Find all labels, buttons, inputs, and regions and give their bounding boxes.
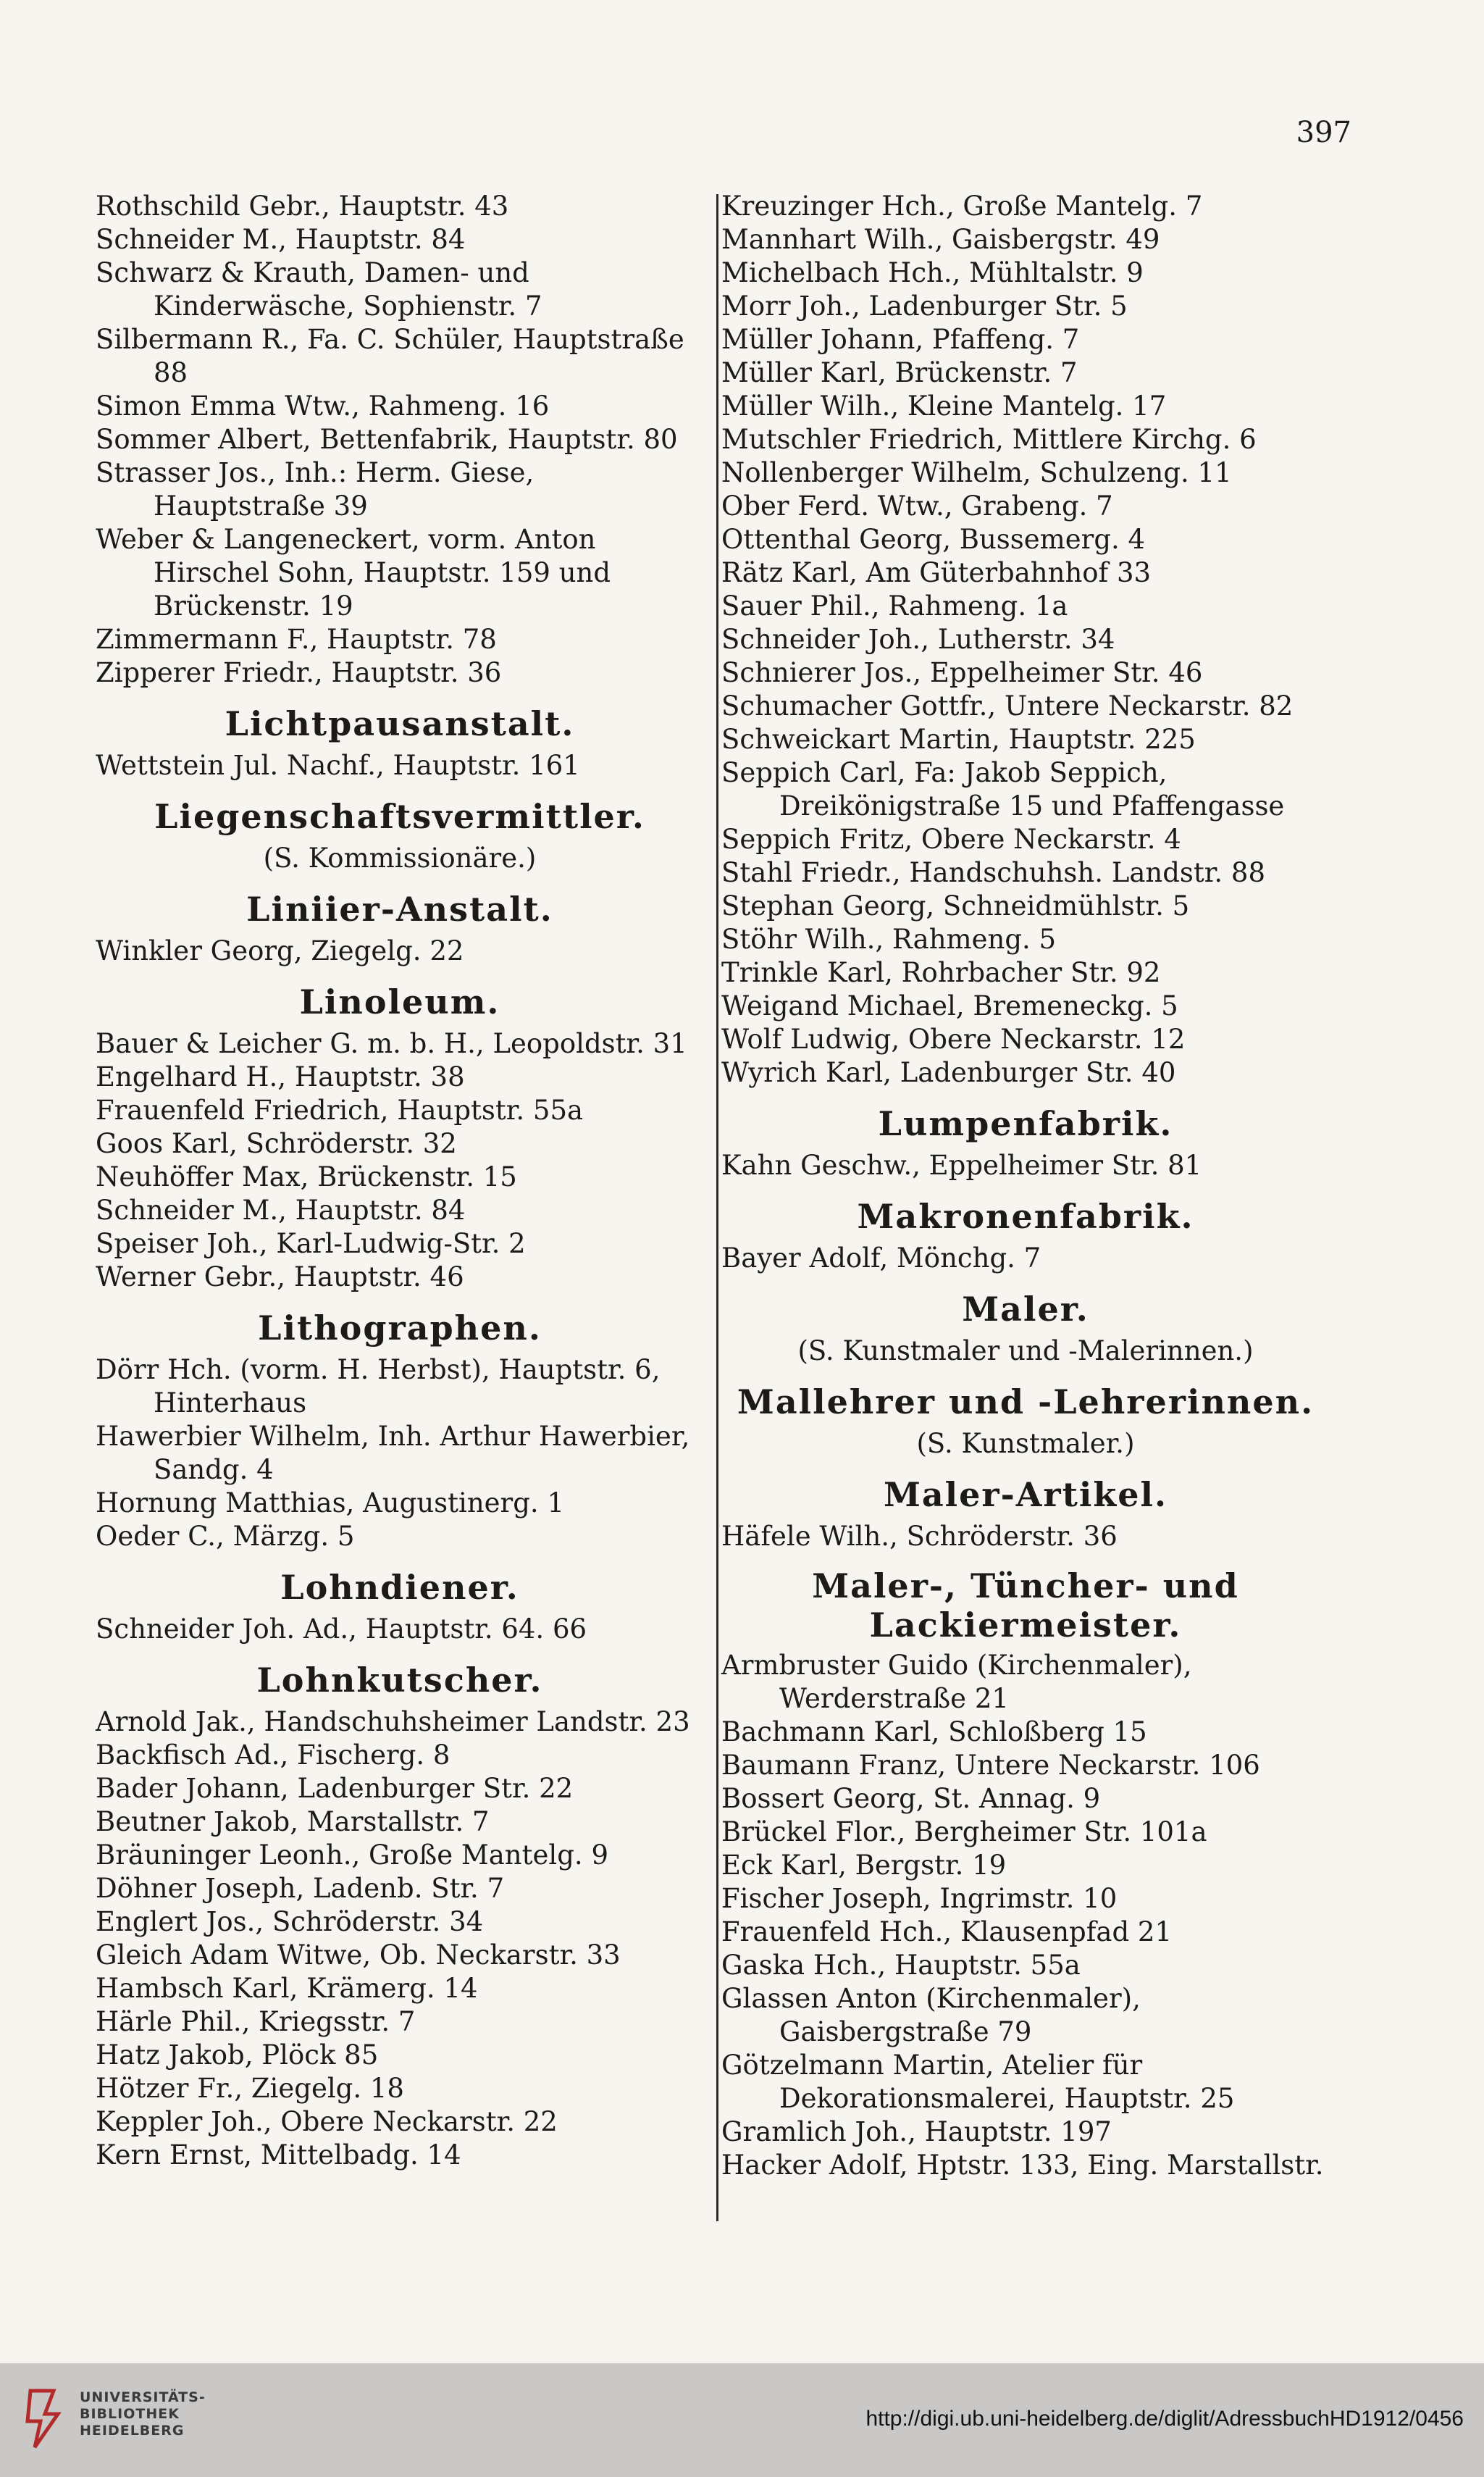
section-heading: Lohnkutscher. xyxy=(256,1661,543,1700)
directory-entry: Schweickart Martin, Hauptstr. 225 xyxy=(721,724,1196,755)
directory-entry: Gramlich Joh., Hauptstr. 197 xyxy=(721,2116,1112,2147)
directory-entry: Döhner Joseph, Ladenb. Str. 7 xyxy=(96,1873,505,1904)
directory-entry: Beutner Jakob, Marstallstr. 7 xyxy=(96,1806,490,1837)
section-heading: Makronenfabrik. xyxy=(857,1197,1194,1236)
directory-section xyxy=(96,190,704,690)
directory-entry: Kreuzinger Hch., Große Mantelg. 7 xyxy=(721,191,1203,222)
directory-entry: Hawerbier Wilhelm, Inh. Arthur Hawerbier, Sandg. 4 xyxy=(96,1421,690,1485)
directory-entry: Ottenthal Georg, Bussemerg. 4 xyxy=(721,524,1146,555)
directory-entry: Wettstein Jul. Nachf., Hauptstr. 161 xyxy=(96,750,580,781)
directory-entry: Müller Wilh., Kleine Mantelg. 17 xyxy=(721,390,1167,422)
directory-entry: Bader Johann, Ladenburger Str. 22 xyxy=(96,1773,574,1804)
logo-line-2: BIBLIOTHEK xyxy=(80,2406,180,2422)
directory-entry: Bossert Georg, St. Annag. 9 xyxy=(721,1783,1101,1814)
directory-entry: Kahn Geschw., Eppelheimer Str. 81 xyxy=(721,1150,1202,1181)
directory-entry: Bauer & Leicher G. m. b. H., Leopoldstr. 31 xyxy=(96,1028,687,1059)
cross-reference-note: (S. Kunstmaler.) xyxy=(916,1428,1135,1459)
directory-entry: Bayer Adolf, Mönchg. 7 xyxy=(721,1242,1041,1274)
directory-section xyxy=(721,1195,1330,1275)
directory-entry: Müller Johann, Pfaffeng. 7 xyxy=(721,324,1080,355)
directory-entry: Silbermann R., Fa. C. Schüler, Hauptstraße 88 xyxy=(96,324,684,388)
section-heading: Liniier-Anstalt. xyxy=(246,890,553,929)
section-heading: Linoleum. xyxy=(299,982,500,1022)
directory-entry: Weber & Langeneckert, vorm. Anton Hirschel Sohn, Hauptstr. 159 und Brückenstr. 19 xyxy=(96,524,611,622)
directory-entry: Hornung Matthias, Augustinerg. 1 xyxy=(96,1487,564,1519)
directory-entry: Gaska Hch., Hauptstr. 55a xyxy=(721,1950,1081,1981)
directory-section xyxy=(721,1103,1330,1182)
directory-entry: Stephan Georg, Schneidmühlstr. 5 xyxy=(721,890,1190,922)
directory-entry: Engelhard H., Hauptstr. 38 xyxy=(96,1061,465,1093)
directory-entry: Dörr Hch. (vorm. H. Herbst), Hauptstr. 6, Hinterhaus xyxy=(96,1354,661,1419)
source-url-link[interactable]: http://digi.ub.uni-heidelberg.de/diglit/AdressbuchHD1912/0456 xyxy=(865,2407,1464,2431)
directory-entry: Weigand Michael, Bremeneckg. 5 xyxy=(721,990,1178,1022)
directory-entry: Arnold Jak., Handschuhsheimer Landstr. 23 xyxy=(96,1706,690,1737)
directory-entry: Armbruster Guido (Kirchenmaler), Werderstraße 21 xyxy=(721,1650,1192,1714)
column-divider xyxy=(716,194,718,2221)
directory-entry: Seppich Carl, Fa: Jakob Seppich, Dreikönigstraße 15 und Pfaffengasse xyxy=(721,757,1285,822)
directory-entry: Sauer Phil., Rahmeng. 1a xyxy=(721,590,1068,622)
directory-entry: Morr Joh., Ladenburger Str. 5 xyxy=(721,291,1128,322)
section-heading: Liegenschaftsvermittler. xyxy=(154,797,645,836)
directory-entry: Frauenfeld Friedrich, Hauptstr. 55a xyxy=(96,1095,584,1126)
directory-entry: Speiser Joh., Karl-Ludwig-Str. 2 xyxy=(96,1228,526,1259)
logo-line-3: HEIDELBERG xyxy=(80,2423,185,2439)
directory-entry: Schneider Joh., Lutherstr. 34 xyxy=(721,624,1115,655)
directory-entry: Werner Gebr., Hauptstr. 46 xyxy=(96,1261,464,1292)
directory-entry: Michelbach Hch., Mühltalstr. 9 xyxy=(721,257,1144,288)
directory-entry: Götzelmann Martin, Atelier für Dekorationsmalerei, Hauptstr. 25 xyxy=(721,2050,1235,2114)
directory-entry: Bräuninger Leonh., Große Mantelg. 9 xyxy=(96,1839,608,1871)
directory-entry: Winkler Georg, Ziegelg. 22 xyxy=(96,935,464,966)
directory-entry: Englert Jos., Schröderstr. 34 xyxy=(96,1906,484,1937)
directory-entry: Eck Karl, Bergstr. 19 xyxy=(721,1850,1007,1881)
directory-section xyxy=(721,1288,1330,1368)
directory-entry: Müller Karl, Brückenstr. 7 xyxy=(721,357,1078,388)
directory-entry: Strasser Jos., Inh.: Herm. Giese, Hauptstraße 39 xyxy=(96,457,535,522)
directory-entry: Goos Karl, Schröderstr. 32 xyxy=(96,1128,457,1159)
section-heading: Maler-, Tüncher- und Lackiermeister. xyxy=(812,1566,1239,1645)
directory-entry: Fischer Joseph, Ingrimstr. 10 xyxy=(721,1883,1118,1914)
section-heading: Lichtpausanstalt. xyxy=(225,704,575,743)
directory-section xyxy=(96,1307,704,1553)
directory-entry: Sommer Albert, Bettenfabrik, Hauptstr. 80 xyxy=(96,424,678,455)
directory-entry: Glassen Anton (Kirchenmaler), Gaisbergstraße 79 xyxy=(721,1983,1141,2047)
section-heading: Mallehrer und -Lehrerinnen. xyxy=(737,1382,1315,1421)
directory-entry: Ober Ferd. Wtw., Grabeng. 7 xyxy=(721,490,1113,522)
directory-entry: Wyrich Karl, Ladenburger Str. 40 xyxy=(721,1057,1176,1088)
directory-entry: Zipperer Friedr., Hauptstr. 36 xyxy=(96,657,502,688)
directory-entry: Häfele Wilh., Schröderstr. 36 xyxy=(721,1521,1118,1552)
directory-entry: Rätz Karl, Am Güterbahnhof 33 xyxy=(721,557,1152,588)
section-heading: Maler. xyxy=(962,1290,1089,1329)
directory-entry: Seppich Fritz, Obere Neckarstr. 4 xyxy=(721,824,1181,855)
directory-section xyxy=(721,1474,1330,1553)
directory-section xyxy=(96,981,704,1294)
directory-entry: Backfisch Ad., Fischerg. 8 xyxy=(96,1739,450,1771)
directory-entry: Stahl Friedr., Handschuhsh. Landstr. 88 xyxy=(721,857,1265,888)
directory-entry: Mannhart Wilh., Gaisbergstr. 49 xyxy=(721,224,1160,255)
directory-entry: Schneider Joh. Ad., Hauptstr. 64. 66 xyxy=(96,1613,587,1645)
logo-line-1: UNIVERSITÄTS- xyxy=(80,2389,206,2405)
directory-entry: Nollenberger Wilhelm, Schulzeng. 11 xyxy=(721,457,1232,488)
directory-entry: Gleich Adam Witwe, Ob. Neckarstr. 33 xyxy=(96,1939,621,1971)
directory-entry: Rothschild Gebr., Hauptstr. 43 xyxy=(96,191,509,222)
directory-entry: Bachmann Karl, Schloßberg 15 xyxy=(721,1716,1147,1747)
directory-entry: Keppler Joh., Obere Neckarstr. 22 xyxy=(96,2106,558,2137)
directory-entry: Hötzer Fr., Ziegelg. 18 xyxy=(96,2073,404,2104)
directory-entry: Härle Phil., Kriegsstr. 7 xyxy=(96,2006,416,2037)
directory-entry: Hatz Jakob, Plöck 85 xyxy=(96,2039,379,2071)
right-column xyxy=(721,190,1330,2182)
library-logo-text xyxy=(80,2389,206,2439)
directory-entry: Stöhr Wilh., Rahmeng. 5 xyxy=(721,924,1057,955)
directory-entry: Schneider M., Hauptstr. 84 xyxy=(96,224,466,255)
directory-entry: Neuhöffer Max, Brückenstr. 15 xyxy=(96,1161,517,1192)
directory-section xyxy=(96,1566,704,1646)
directory-section xyxy=(96,1659,704,2172)
directory-section xyxy=(96,795,704,875)
directory-entry: Hacker Adolf, Hptstr. 133, Eing. Marstallstr. xyxy=(721,2150,1324,2181)
directory-section xyxy=(721,190,1330,1090)
directory-section xyxy=(96,703,704,782)
page-number: 397 xyxy=(1296,116,1351,149)
footer-bar xyxy=(0,2363,1484,2477)
directory-entry: Schnierer Jos., Eppelheimer Str. 46 xyxy=(721,657,1203,688)
section-heading: Lithographen. xyxy=(258,1308,542,1348)
directory-entry: Oeder C., Märzg. 5 xyxy=(96,1521,355,1552)
directory-entry: Trinkle Karl, Rohrbacher Str. 92 xyxy=(721,957,1161,988)
directory-section xyxy=(721,1381,1330,1461)
directory-entry: Wolf Ludwig, Obere Neckarstr. 12 xyxy=(721,1024,1186,1055)
directory-entry: Simon Emma Wtw., Rahmeng. 16 xyxy=(96,390,550,422)
directory-entry: Schumacher Gottfr., Untere Neckarstr. 82 xyxy=(721,690,1294,722)
section-heading: Lumpenfabrik. xyxy=(878,1104,1173,1143)
directory-entry: Schneider M., Hauptstr. 84 xyxy=(96,1195,466,1226)
left-column xyxy=(96,190,704,2172)
directory-entry: Brückel Flor., Bergheimer Str. 101a xyxy=(721,1816,1207,1847)
section-heading: Maler-Artikel. xyxy=(883,1475,1168,1514)
directory-entry: Baumann Franz, Untere Neckarstr. 106 xyxy=(721,1750,1260,1781)
directory-section xyxy=(721,1566,1330,2182)
section-heading: Lohndiener. xyxy=(280,1568,519,1607)
cross-reference-note: (S. Kommissionäre.) xyxy=(263,843,537,874)
directory-entry: Hambsch Karl, Krämerg. 14 xyxy=(96,1973,478,2004)
directory-entry: Zimmermann F., Hauptstr. 78 xyxy=(96,624,497,655)
directory-entry: Frauenfeld Hch., Klausenpfad 21 xyxy=(721,1916,1172,1947)
directory-section xyxy=(96,888,704,968)
directory-entry: Mutschler Friedrich, Mittlere Kirchg. 6 xyxy=(721,424,1257,455)
library-logo-icon xyxy=(16,2385,67,2450)
directory-entry: Kern Ernst, Mittelbadg. 14 xyxy=(96,2139,461,2171)
cross-reference-note: (S. Kunstmaler und -Malerinnen.) xyxy=(797,1335,1254,1366)
directory-entry: Schwarz & Krauth, Damen- und Kinderwäsche, Sophienstr. 7 xyxy=(96,257,542,322)
